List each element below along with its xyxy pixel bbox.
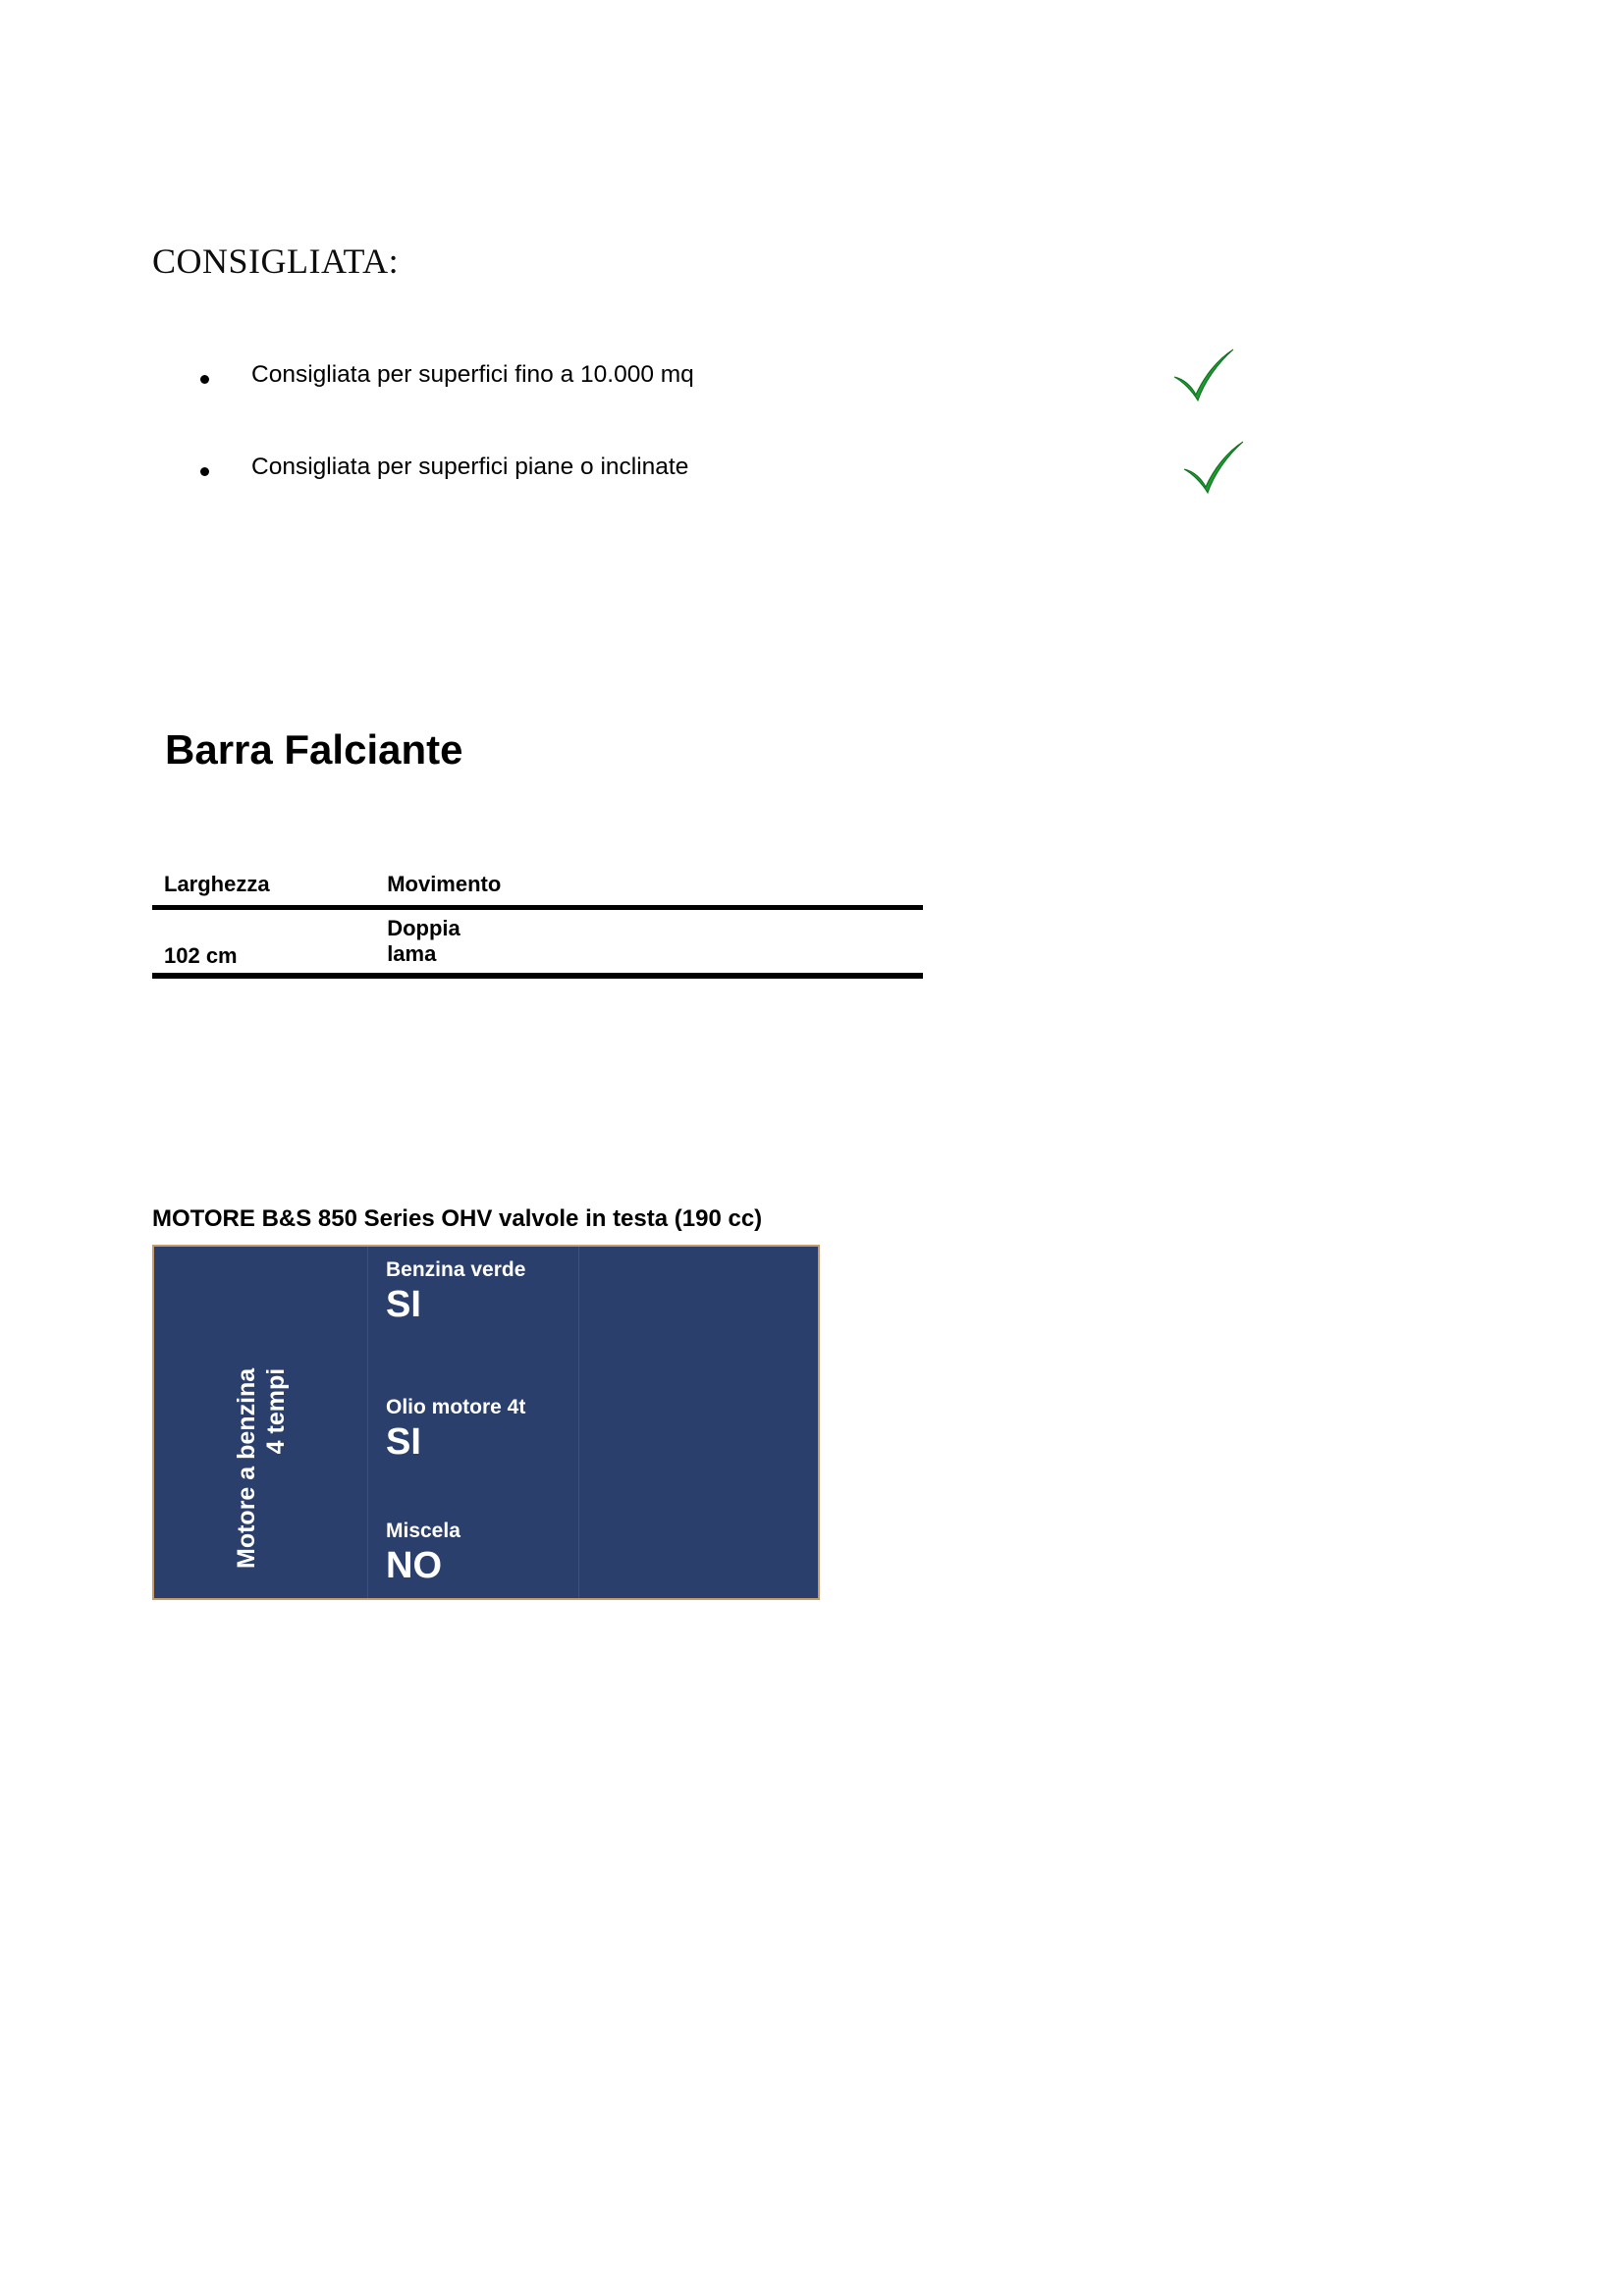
bullet-dot-icon [200, 375, 209, 384]
motor-side-column [154, 1247, 368, 1598]
motor-item-benzina-verde [386, 1258, 525, 1325]
motor-item-value: SI [386, 1284, 421, 1325]
motor-values-column [368, 1247, 579, 1598]
motor-item-label: Olio motore 4t [386, 1396, 526, 1418]
product-title: Barra Falciante [165, 726, 463, 773]
motor-item-label: Miscela [386, 1520, 460, 1542]
specifications-table [152, 872, 923, 979]
bullet-dot-icon [200, 467, 209, 476]
motor-item-miscela [386, 1520, 460, 1586]
cell-larghezza-value: 102 cm [164, 943, 238, 968]
motor-item-label: Benzina verde [386, 1258, 526, 1281]
cell-larghezza [152, 908, 375, 976]
column-header-movimento: Movimento [387, 872, 502, 896]
table-row [152, 908, 923, 976]
motor-caption: MOTORE B&S 850 Series OHV valvole in testa (190 cc) [152, 1205, 763, 1232]
motor-item-olio-motore [386, 1396, 525, 1463]
motor-right-column [579, 1247, 818, 1598]
check-icon [1168, 344, 1237, 412]
motor-side-label-line1: Motore a benzina [232, 1367, 260, 1569]
motor-side-label-line2: 4 tempi [262, 1367, 290, 1455]
page-title: CONSIGLIATA: [152, 241, 400, 281]
column-header-larghezza: Larghezza [164, 872, 270, 896]
list-item-label: Consigliata per superfici fino a 10.000 mq [251, 361, 694, 388]
cell-movimento-line2: lama [387, 940, 437, 966]
cell-movimento-line1: Doppia [387, 916, 460, 940]
list-item-label: Consigliata per superfici piane o inclinate [251, 454, 689, 480]
list-item [187, 361, 1267, 452]
table-header-row [152, 872, 923, 908]
motor-side-label [154, 1247, 368, 1580]
motor-item-value: NO [386, 1545, 442, 1586]
motor-item-value: SI [386, 1421, 421, 1463]
list-item [187, 454, 1267, 544]
recommendation-list [187, 361, 1267, 544]
motor-info-panel [152, 1245, 820, 1600]
check-icon [1178, 436, 1247, 505]
cell-movimento [375, 908, 923, 976]
